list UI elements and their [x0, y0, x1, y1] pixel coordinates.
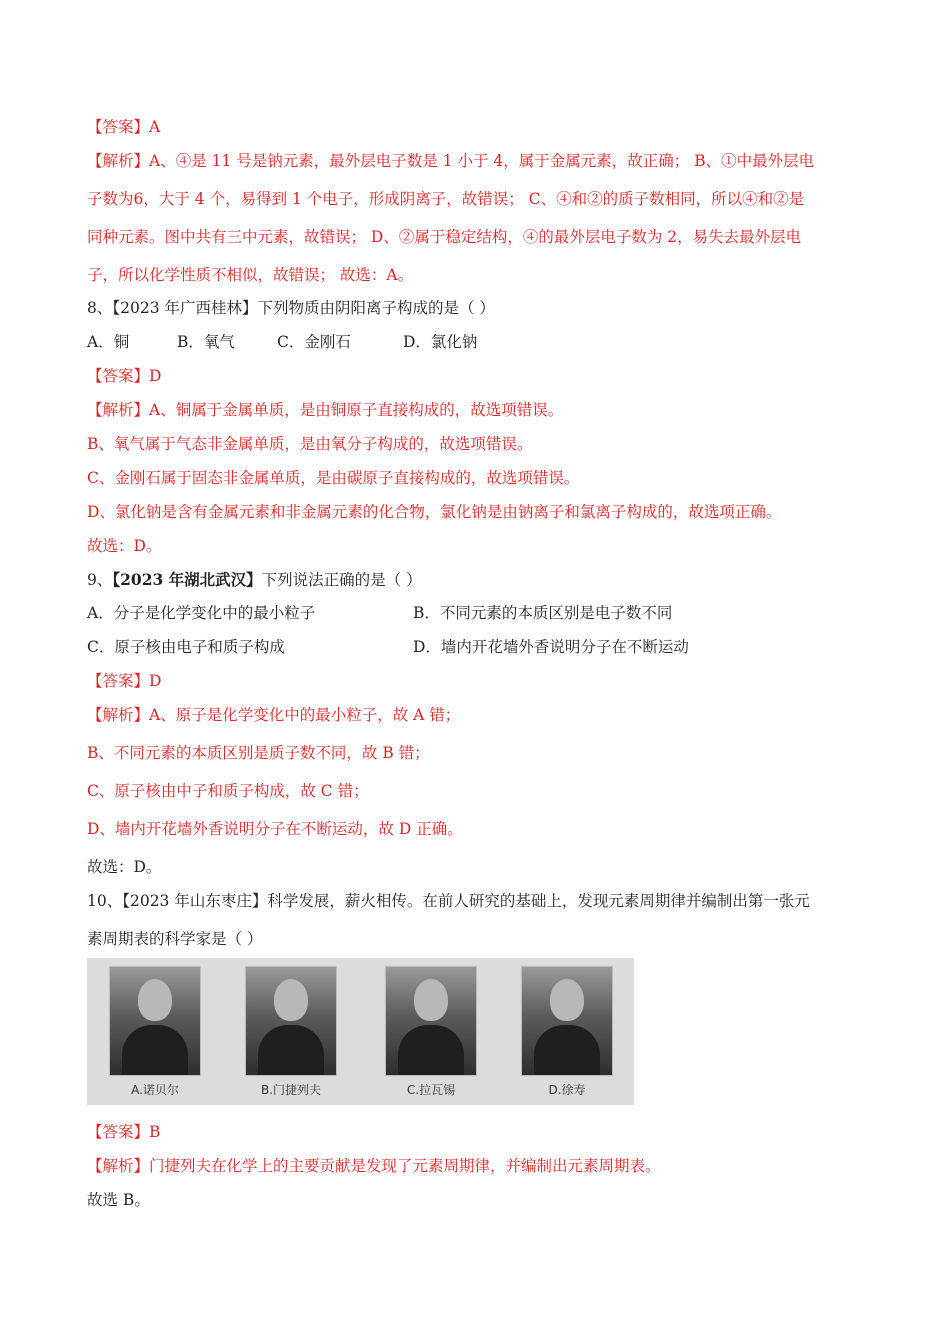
q9-stem-text: 下列说法正确的是（ ）: [261, 571, 422, 589]
q10-stem-line-1: 10、【2023 年山东枣庄】科学发展，薪火相传。在前人研究的基础上，发现元素周期律并编制出第一张元: [87, 892, 810, 910]
q10-analysis: 【解析】门捷列夫在化学上的主要贡献是发现了元素周期律，并编制出元素周期表。: [87, 1157, 661, 1175]
q9-option-c: C．原子核由电子和质子构成: [87, 638, 285, 656]
caption-c: C.拉瓦锡: [406, 1083, 456, 1097]
portrait-c: [385, 966, 477, 1076]
q9-stem: [87, 570, 422, 590]
q9-options-row-2: [87, 637, 689, 657]
scientist-portraits-image: [87, 958, 634, 1105]
portrait-d: [521, 966, 613, 1076]
q8-option-a: A．铜: [87, 333, 130, 351]
q8-option-c: C．金刚石: [277, 333, 351, 351]
caption-a: A.诺贝尔: [131, 1083, 179, 1097]
q9-option-a: A．分子是化学变化中的最小粒子: [87, 604, 316, 622]
q9-analysis-line-2: B、不同元素的本质区别是质子数不同，故 B 错；: [87, 744, 430, 762]
q9-analysis-line-1: 【解析】A、原子是化学变化中的最小粒子，故 A 错；: [87, 706, 461, 724]
q9-answer: 【答案】D: [87, 672, 162, 690]
q9-option-d: D．墙内开花墙外香说明分子在不断运动: [413, 638, 689, 656]
q9-analysis-line-3: C、原子核由中子和质子构成，故 C 错；: [87, 782, 369, 800]
q9-number: 9、: [87, 571, 113, 589]
q8-analysis-line-4: D、氯化钠是含有金属元素和非金属元素的化合物，氯化钠是由钠离子和氯离子构成的，故选项正确。: [87, 503, 782, 521]
q10-answer: 【答案】B: [87, 1123, 161, 1141]
portrait-a: [109, 966, 201, 1076]
q7-answer: 【答案】A: [87, 118, 161, 136]
q7-analysis-line-2: 子数为6，大于 4 个，易得到 1 个电子，形成阴离子，故错误； C、④和②的质子数相同，所以④和②是: [87, 190, 805, 208]
q10-stem-line-2: 素周期表的科学家是（ ）: [87, 930, 263, 948]
q7-analysis-line-1: 【解析】A、④是 11 号是钠元素，最外层电子数是 1 小于 4，属于金属元素，故正确； B、①中最外层电: [87, 152, 815, 170]
q8-analysis-line-2: B、氧气属于气态非金属单质，是由氧分子构成的，故选项错误。: [87, 435, 533, 453]
q7-analysis-line-3: 同种元素。图中共有三中元素，故错误； D、②属于稳定结构，④的最外层电子数为 2，易失去最外层电: [87, 228, 802, 246]
q8-stem: 8、【2023 年广西桂林】下列物质由阴阳离子构成的是（ ）: [87, 299, 495, 317]
q8-option-b: B．氧气: [177, 333, 235, 351]
q8-options: [87, 332, 477, 352]
q8-answer: 【答案】D: [87, 367, 162, 385]
q8-analysis-line-1: 【解析】A、铜属于金属单质，是由铜原子直接构成的，故选项错误。: [87, 401, 564, 419]
caption-b: B.门捷列夫: [260, 1083, 322, 1097]
portrait-b: [245, 966, 337, 1076]
q8-analysis-line-3: C、金刚石属于固态非金属单质，是由碳原子直接构成的，故选项错误。: [87, 469, 580, 487]
q9-source: 【2023 年湖北武汉】: [112, 570, 262, 589]
q9-conclusion: 故选：D。: [87, 858, 162, 876]
q9-options-row-1: [87, 603, 672, 623]
caption-d: D.徐寿: [548, 1083, 586, 1097]
q9-option-b: B．不同元素的本质区别是电子数不同: [413, 604, 673, 622]
q8-option-d: D．氯化钠: [403, 333, 478, 351]
q7-analysis-line-4: 子，所以化学性质不相似，故错误； 故选：A。: [87, 266, 414, 284]
q10-conclusion: 故选 B。: [87, 1191, 150, 1209]
q8-conclusion: 故选：D。: [87, 537, 162, 555]
q9-analysis-line-4: D、墙内开花墙外香说明分子在不断运动，故 D 正确。: [87, 820, 463, 838]
